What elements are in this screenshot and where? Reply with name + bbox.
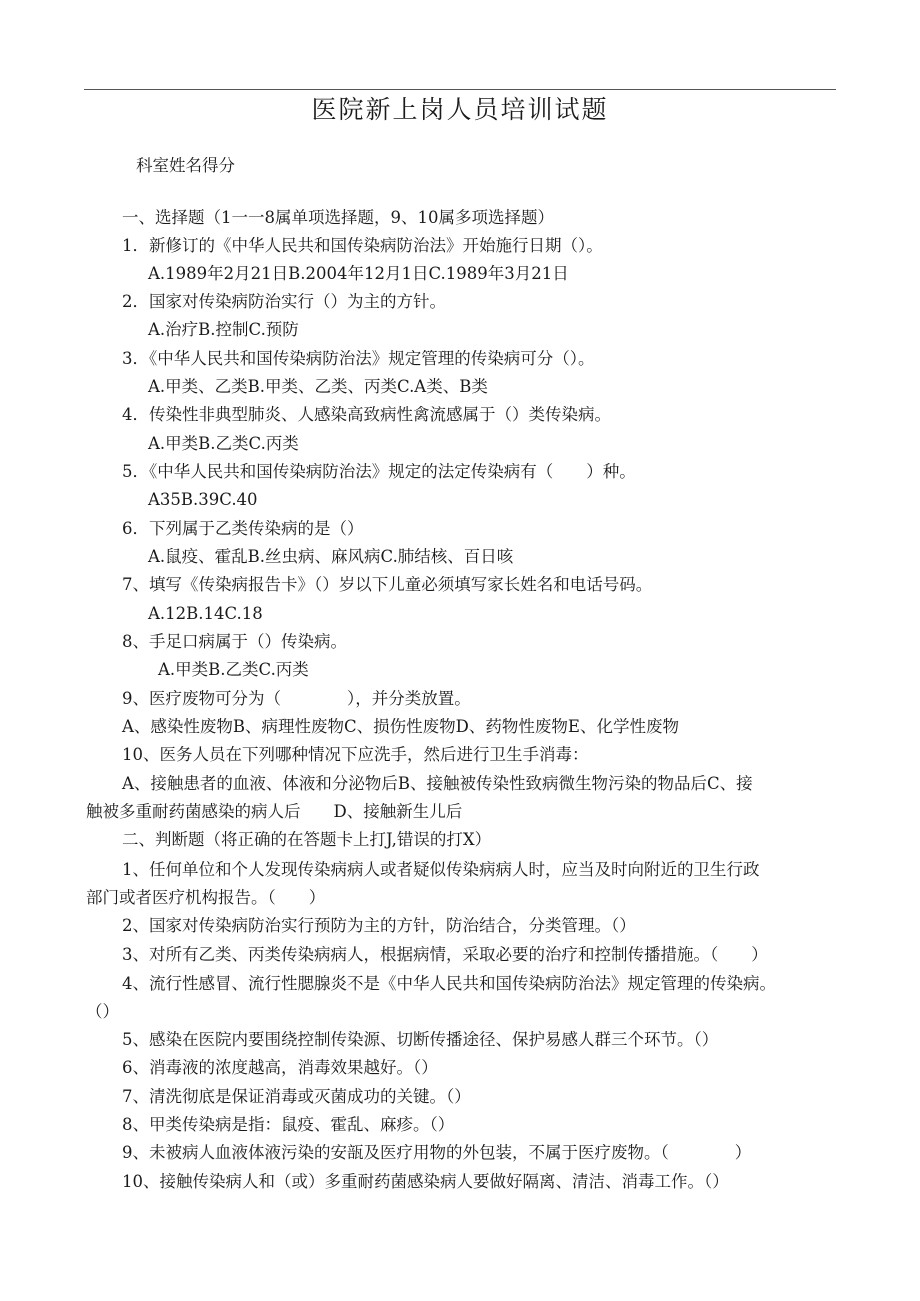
judgment-4-line1: 4、流行性感冒、流行性腮腺炎不是《中华人民共和国传染病防治法》规定管理的传染病。 <box>122 974 776 993</box>
question-9-options: A、感染性废物B、病理性废物C、损伤性废物D、药物性废物E、化学性废物 <box>122 717 679 736</box>
judgment-1-line2: 部门或者医疗机构报告。（ ） <box>86 888 326 907</box>
section1-heading: 一、选择题（1一一8属单项选择题，9、10属多项选择题） <box>122 208 554 227</box>
judgment-3: 3、对所有乙类、丙类传染病病人，根据病情，采取必要的治疗和控制传播措施。（ ） <box>122 945 768 964</box>
judgment-5: 5、感染在医院内要围绕控制传染源、切断传播途径、保护易感人群三个环节。（） <box>122 1030 719 1049</box>
judgment-2: 2、国家对传染病防治实行预防为主的方针，防治结合，分类管理。（） <box>122 916 636 935</box>
judgment-1-line1: 1、任何单位和个人发现传染病病人或者疑似传染病病人时，应当及时向附近的卫生行政 <box>122 860 760 879</box>
question-10: 10、医务人员在下列哪种情况下应洗手，然后进行卫生手消毒： <box>122 745 589 764</box>
document-title: 医院新上岗人员培训试题 <box>311 95 609 124</box>
question-5-options: A35B.39C.40 <box>148 490 258 509</box>
question-7: 7、填写《传染病报告卡》（）岁以下儿童必须填写家长姓名和电话号码。 <box>122 575 653 594</box>
question-1-options: A.1989年2月21日B.2004年12月1日C.1989年3月21日 <box>148 264 569 283</box>
judgment-4-line2: （） <box>86 1002 119 1021</box>
question-6-options: A.鼠疫、霍乱B.丝虫病、麻风病C.肺结核、百日咳 <box>148 547 514 566</box>
section2-heading: 二、判断题（将正确的在答题卡上打J,错误的打X） <box>122 830 492 849</box>
question-10-options-line2: 触被多重耐药菌感染的病人后 D、接触新生儿后 <box>86 802 463 821</box>
question-3: 3．《中华人民共和国传染病防治法》规定管理的传染病可分（）。 <box>122 349 595 368</box>
judgment-9: 9、未被病人血液体液污染的安瓿及医疗用物的外包装，不属于医疗废物。（ ） <box>122 1143 752 1162</box>
question-3-options: A.甲类、乙类B.甲类、乙类、丙类C.A类、B类 <box>148 377 488 396</box>
question-6: 6．下列属于乙类传染病的是（） <box>122 519 364 538</box>
header-rule <box>84 89 836 90</box>
question-8: 8、手足口病属于（）传染病。 <box>122 632 347 651</box>
question-10-options-line1: A、接触患者的血液、体液和分泌物后B、接触被传染性致病微生物污染的物品后C、接 <box>122 774 753 793</box>
question-9: 9、医疗废物可分为（ ），并分类放置。 <box>122 689 471 708</box>
judgment-6: 6、消毒液的浓度越高，消毒效果越好。（） <box>122 1058 438 1077</box>
question-4-options: A.甲类B.乙类C.丙类 <box>148 434 299 453</box>
judgment-7: 7、清洗彻底是保证消毒或灭菌成功的关键。（） <box>122 1087 471 1106</box>
question-4: 4．传染性非典型肺炎、人感染高致病性禽流感属于（）类传染病。 <box>122 405 611 424</box>
question-5: 5．《中华人民共和国传染病防治法》规定的法定传染病有（ ）种。 <box>122 462 636 481</box>
question-2: 2．国家对传染病防治实行（）为主的方针。 <box>122 292 446 311</box>
question-8-options: A.甲类B.乙类C.丙类 <box>158 660 309 679</box>
info-line: 科室姓名得分 <box>136 156 235 175</box>
judgment-10: 10、接触传染病人和（或）多重耐药菌感染病人要做好隔离、清洁、消毒工作。（） <box>122 1172 729 1191</box>
question-7-options: A.12B.14C.18 <box>148 604 263 623</box>
question-2-options: A.治疗B.控制C.预防 <box>148 320 299 339</box>
question-1: 1．新修订的《中华人民共和国传染病防治法》开始施行日期（）。 <box>122 236 603 255</box>
judgment-8: 8、甲类传染病是指：鼠疫、霍乱、麻疹。（） <box>122 1115 455 1134</box>
